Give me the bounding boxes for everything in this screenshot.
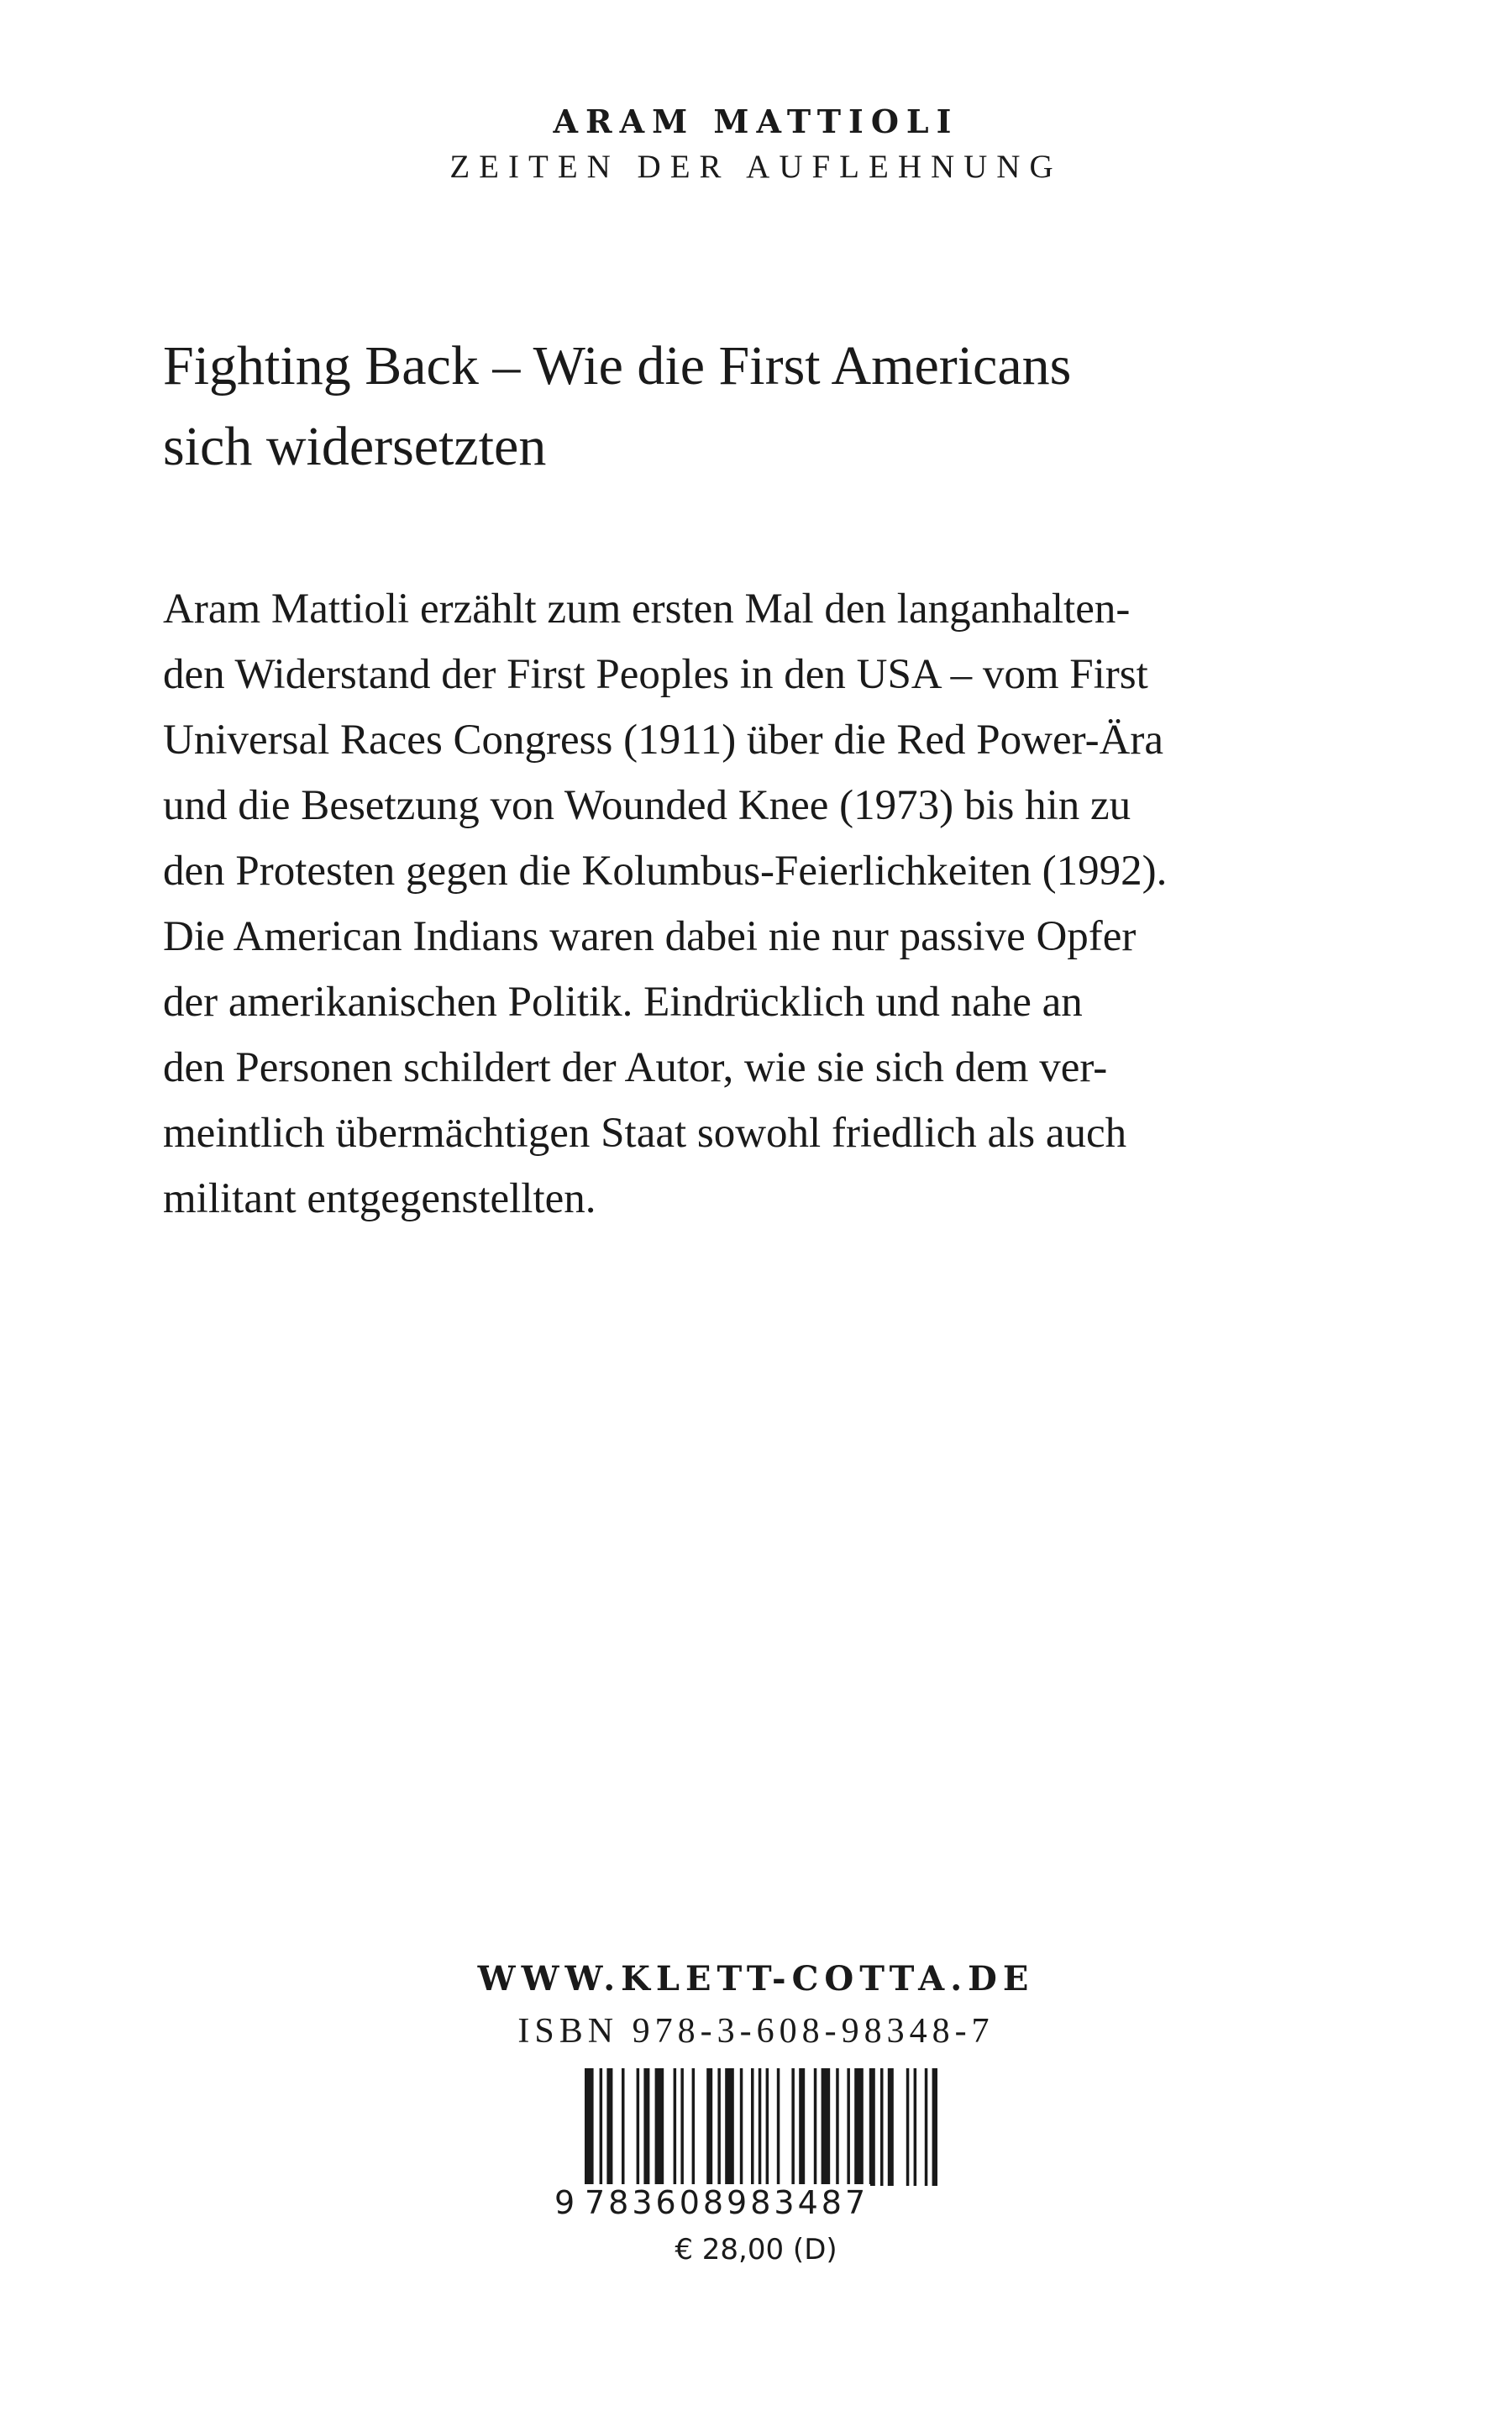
barcode-bar <box>655 2068 664 2186</box>
barcode-bar <box>622 2068 625 2186</box>
barcode-bar <box>869 2068 875 2186</box>
barcode-lead-digit: 9 <box>554 2184 579 2221</box>
barcode-bar <box>914 2068 917 2186</box>
barcode-bar <box>799 2068 805 2186</box>
barcode-bar <box>717 2068 721 2186</box>
subtitle-line-1: Fighting Back – Wie die First Americans <box>163 335 1072 397</box>
barcode-bar <box>637 2068 640 2186</box>
blurb-line: militant entgegenstellten. <box>163 1175 596 1222</box>
price-label: € 28,00 (D) <box>675 2233 837 2267</box>
barcode-bar <box>606 2068 612 2186</box>
publisher-website: WWW.KLETT-COTTA.DE <box>477 1959 1035 1999</box>
barcode-bar <box>836 2068 839 2186</box>
isbn-number: ISBN 978-3-608-98348-7 <box>517 2012 995 2051</box>
barcode-bar <box>854 2068 864 2186</box>
barcode-bar <box>751 2068 754 2186</box>
publisher-footer <box>0 1956 1512 2055</box>
barcode-bar <box>692 2068 696 2186</box>
barcode-bar <box>906 2068 910 2186</box>
barcode-bar <box>777 2068 780 2186</box>
barcode-digit-group: 783608983487 <box>585 2184 869 2221</box>
blurb-line: Universal Races Congress (1911) über die Red Power-Ära <box>163 717 1164 764</box>
barcode-bar <box>791 2068 795 2186</box>
blurb-line: Die American Indians waren dabei nie nur passive Opfer <box>163 913 1137 960</box>
barcode-bar <box>725 2068 734 2186</box>
author-name: ARAM MATTIOLI <box>553 102 959 140</box>
blurb-line: und die Besetzung von Wounded Knee (1973) bis hin zu <box>163 782 1131 829</box>
barcode-bar <box>880 2068 884 2186</box>
blurb-line: der amerikanischen Politik. Eindrücklich und nahe an <box>163 979 1083 1026</box>
subtitle-line-2: sich widersetzten <box>163 416 547 477</box>
book-header <box>0 102 1512 186</box>
blurb-line: den Personen schildert der Autor, wie sie sich dem ver- <box>163 1044 1108 1091</box>
blurb-line: Aram Mattioli erzählt zum ersten Mal den langanhalten- <box>163 586 1131 633</box>
barcode-bar <box>706 2068 712 2186</box>
blurb-text <box>163 576 1423 1232</box>
barcode-bar <box>759 2068 762 2186</box>
barcode-bar <box>766 2068 769 2186</box>
barcode-bar <box>674 2068 677 2186</box>
barcode-bar <box>643 2068 649 2186</box>
barcode-bar <box>740 2068 743 2186</box>
book-title-series: ZEITEN DER AUFLEHNUNG <box>449 149 1063 185</box>
blurb-line: den Protesten gegen die Kolumbus-Feierlichkeiten (1992). <box>163 848 1168 895</box>
barcode-bar <box>925 2068 928 2186</box>
blurb-line: den Widerstand der First Peoples in den USA – vom First <box>163 651 1148 698</box>
subtitle-heading <box>163 326 1381 487</box>
barcode-bar <box>888 2068 894 2186</box>
barcode-bar <box>680 2068 684 2186</box>
barcode-bar <box>847 2068 850 2186</box>
barcode-bar <box>932 2068 937 2186</box>
blurb-line: meintlich übermächtigen Staat sowohl friedlich als auch <box>163 1110 1127 1157</box>
